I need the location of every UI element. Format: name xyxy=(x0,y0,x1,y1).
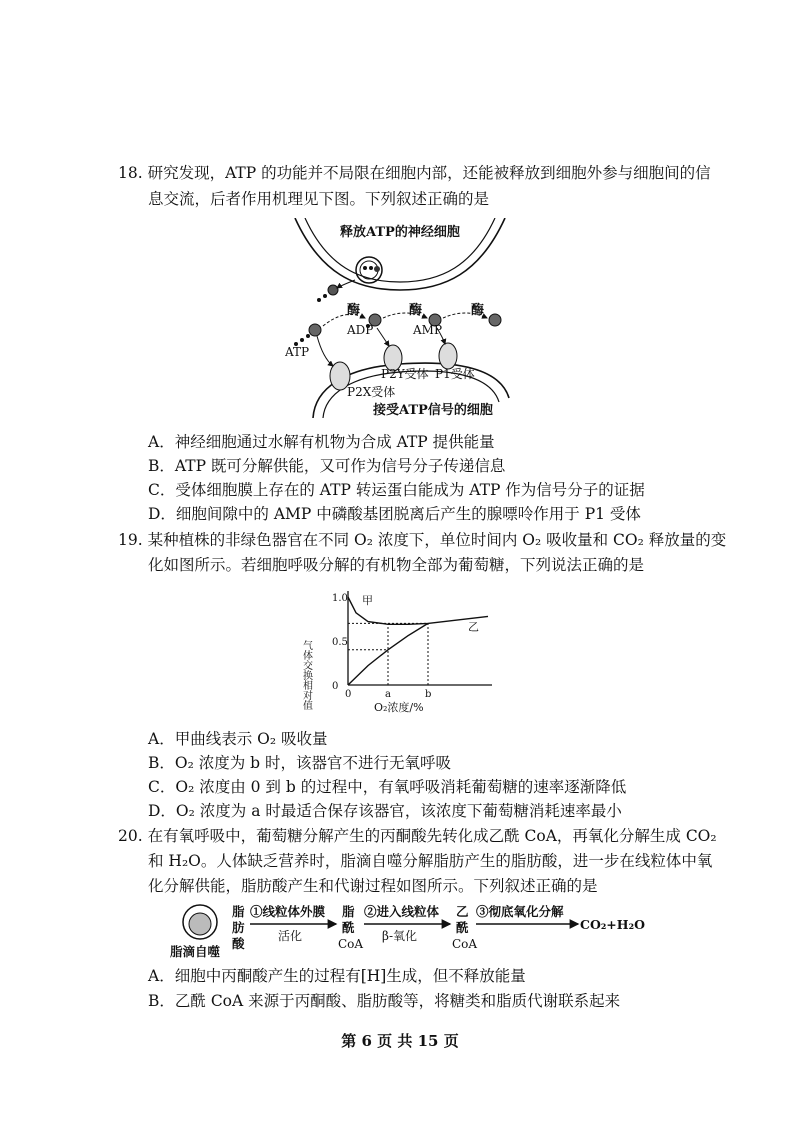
p2x-label: P2X受体 xyxy=(347,385,396,399)
q20-stem-line2: 和 H₂O。人体缺乏营养时，脂滴自噬分解脂肪产生的脂肪酸，进一步在线粒体中氧 xyxy=(148,852,713,870)
neuron-label: 释放ATP的神经细胞 xyxy=(340,225,460,240)
fatty-acid-char1: 脂 xyxy=(232,904,245,919)
acyl-char2: 酰 xyxy=(342,920,355,935)
autophagy-label: 脂滴自噬 xyxy=(170,944,221,959)
q20-option-a: A．细胞中丙酮酸产生的过程有[H]生成，但不释放能量 xyxy=(148,967,526,985)
x-tick-label: a xyxy=(385,689,391,700)
acyl-char1: 脂 xyxy=(342,904,355,919)
q19-option-c: C．O₂ 浓度由 0 到 b 的过程中，有氧呼吸消耗葡萄糖的速率逐渐降低 xyxy=(148,778,627,796)
q20-stem-line3: 化分解供能，脂肪酸产生和代谢过程如图所示。下列叙述正确的是 xyxy=(148,877,598,895)
page-footer: 第 6 页 共 15 页 xyxy=(341,1032,459,1050)
q18-option-c: C．受体细胞膜上存在的 ATP 转运蛋白能成为 ATP 作为信号分子的证据 xyxy=(148,481,645,499)
y-tick-label: 0 xyxy=(332,681,339,692)
amp-label: AMP xyxy=(413,323,443,337)
respiration-chart xyxy=(300,585,500,715)
product-label: CO₂+H₂O xyxy=(580,917,645,932)
step3-label: ③彻底氧化分解 xyxy=(476,904,564,919)
chart-xlabel: O₂浓度/% xyxy=(374,701,424,714)
step2-label: ②进入线粒体 xyxy=(364,904,440,919)
step2-sub: β-氧化 xyxy=(382,929,417,943)
fatty-acid-char2: 肪 xyxy=(232,920,245,935)
y-tick-label: 1.0 xyxy=(332,593,348,604)
p2y-label: P2Y受体 xyxy=(381,367,429,381)
p1-label: P1受体 xyxy=(435,367,475,381)
fatty-acid-pathway xyxy=(170,902,650,960)
q18-option-a: A．神经细胞通过水解有机物为合成 ATP 提供能量 xyxy=(148,433,495,451)
series-label: 甲 xyxy=(362,594,373,608)
acetyl-char2: 酰 xyxy=(456,920,469,935)
atp-signaling-figure xyxy=(285,218,515,423)
y-tick-label: 0.5 xyxy=(332,637,348,648)
step1-sub: 活化 xyxy=(278,929,303,943)
acyl-coa: CoA xyxy=(338,937,364,951)
enzyme3-label: 酶 xyxy=(471,303,485,318)
q18-option-d: D．细胞间隙中的 AMP 中磷酸基团脱离后产生的腺嘌呤作用于 P1 受体 xyxy=(148,505,641,523)
q19-stem-line1: 19. 某种植株的非绿色器官在不同 O₂ 浓度下，单位时间内 O₂ 吸收量和 CO₂ 释放量的变 xyxy=(118,531,727,549)
q18-option-b: B．ATP 既可分解供能，又可作为信号分子传递信息 xyxy=(148,457,506,475)
enzyme2-label: 酶 xyxy=(409,303,423,318)
adp-label: ADP xyxy=(347,323,374,337)
acetyl-coa: CoA xyxy=(452,937,478,951)
q19-option-a: A．甲曲线表示 O₂ 吸收量 xyxy=(148,730,328,748)
q18-stem-line2: 息交流，后者作用机理见下图。下列叙述正确的是 xyxy=(148,190,490,208)
q19-option-b: B．O₂ 浓度为 b 时，该器官不进行无氧呼吸 xyxy=(148,754,452,772)
receiver-label: 接受ATP信号的细胞 xyxy=(373,403,493,418)
chart-ylabel: 气体交换相对值 xyxy=(300,640,312,710)
x-tick-label: b xyxy=(425,689,432,700)
enzyme1-label: 酶 xyxy=(347,303,361,318)
series-label: 乙 xyxy=(468,620,479,634)
atp-label: ATP xyxy=(285,345,310,359)
q18-stem-line1: 18. 研究发现，ATP 的功能并不局限在细胞内部，还能被释放到细胞外参与细胞间的信 xyxy=(118,164,711,182)
step1-label: ①线粒体外膜 xyxy=(250,904,326,919)
q19-option-d: D．O₂ 浓度为 a 时最适合保存该器官，该浓度下葡萄糖消耗速率最小 xyxy=(148,802,622,820)
q20-option-b: B．乙酰 CoA 来源于丙酮酸、脂肪酸等，将糖类和脂质代谢联系起来 xyxy=(148,992,621,1010)
x-tick-label: 0 xyxy=(345,689,352,700)
fatty-acid-char3: 酸 xyxy=(232,936,245,951)
q20-stem-line1: 20. 在有氧呼吸中，葡萄糖分解产生的丙酮酸先转化成乙酰 CoA，再氧化分解生成 CO₂ xyxy=(118,827,717,845)
acetyl-char1: 乙 xyxy=(456,904,469,919)
q19-stem-line2: 化如图所示。若细胞呼吸分解的有机物全部为葡萄糖，下列说法正确的是 xyxy=(148,556,645,574)
